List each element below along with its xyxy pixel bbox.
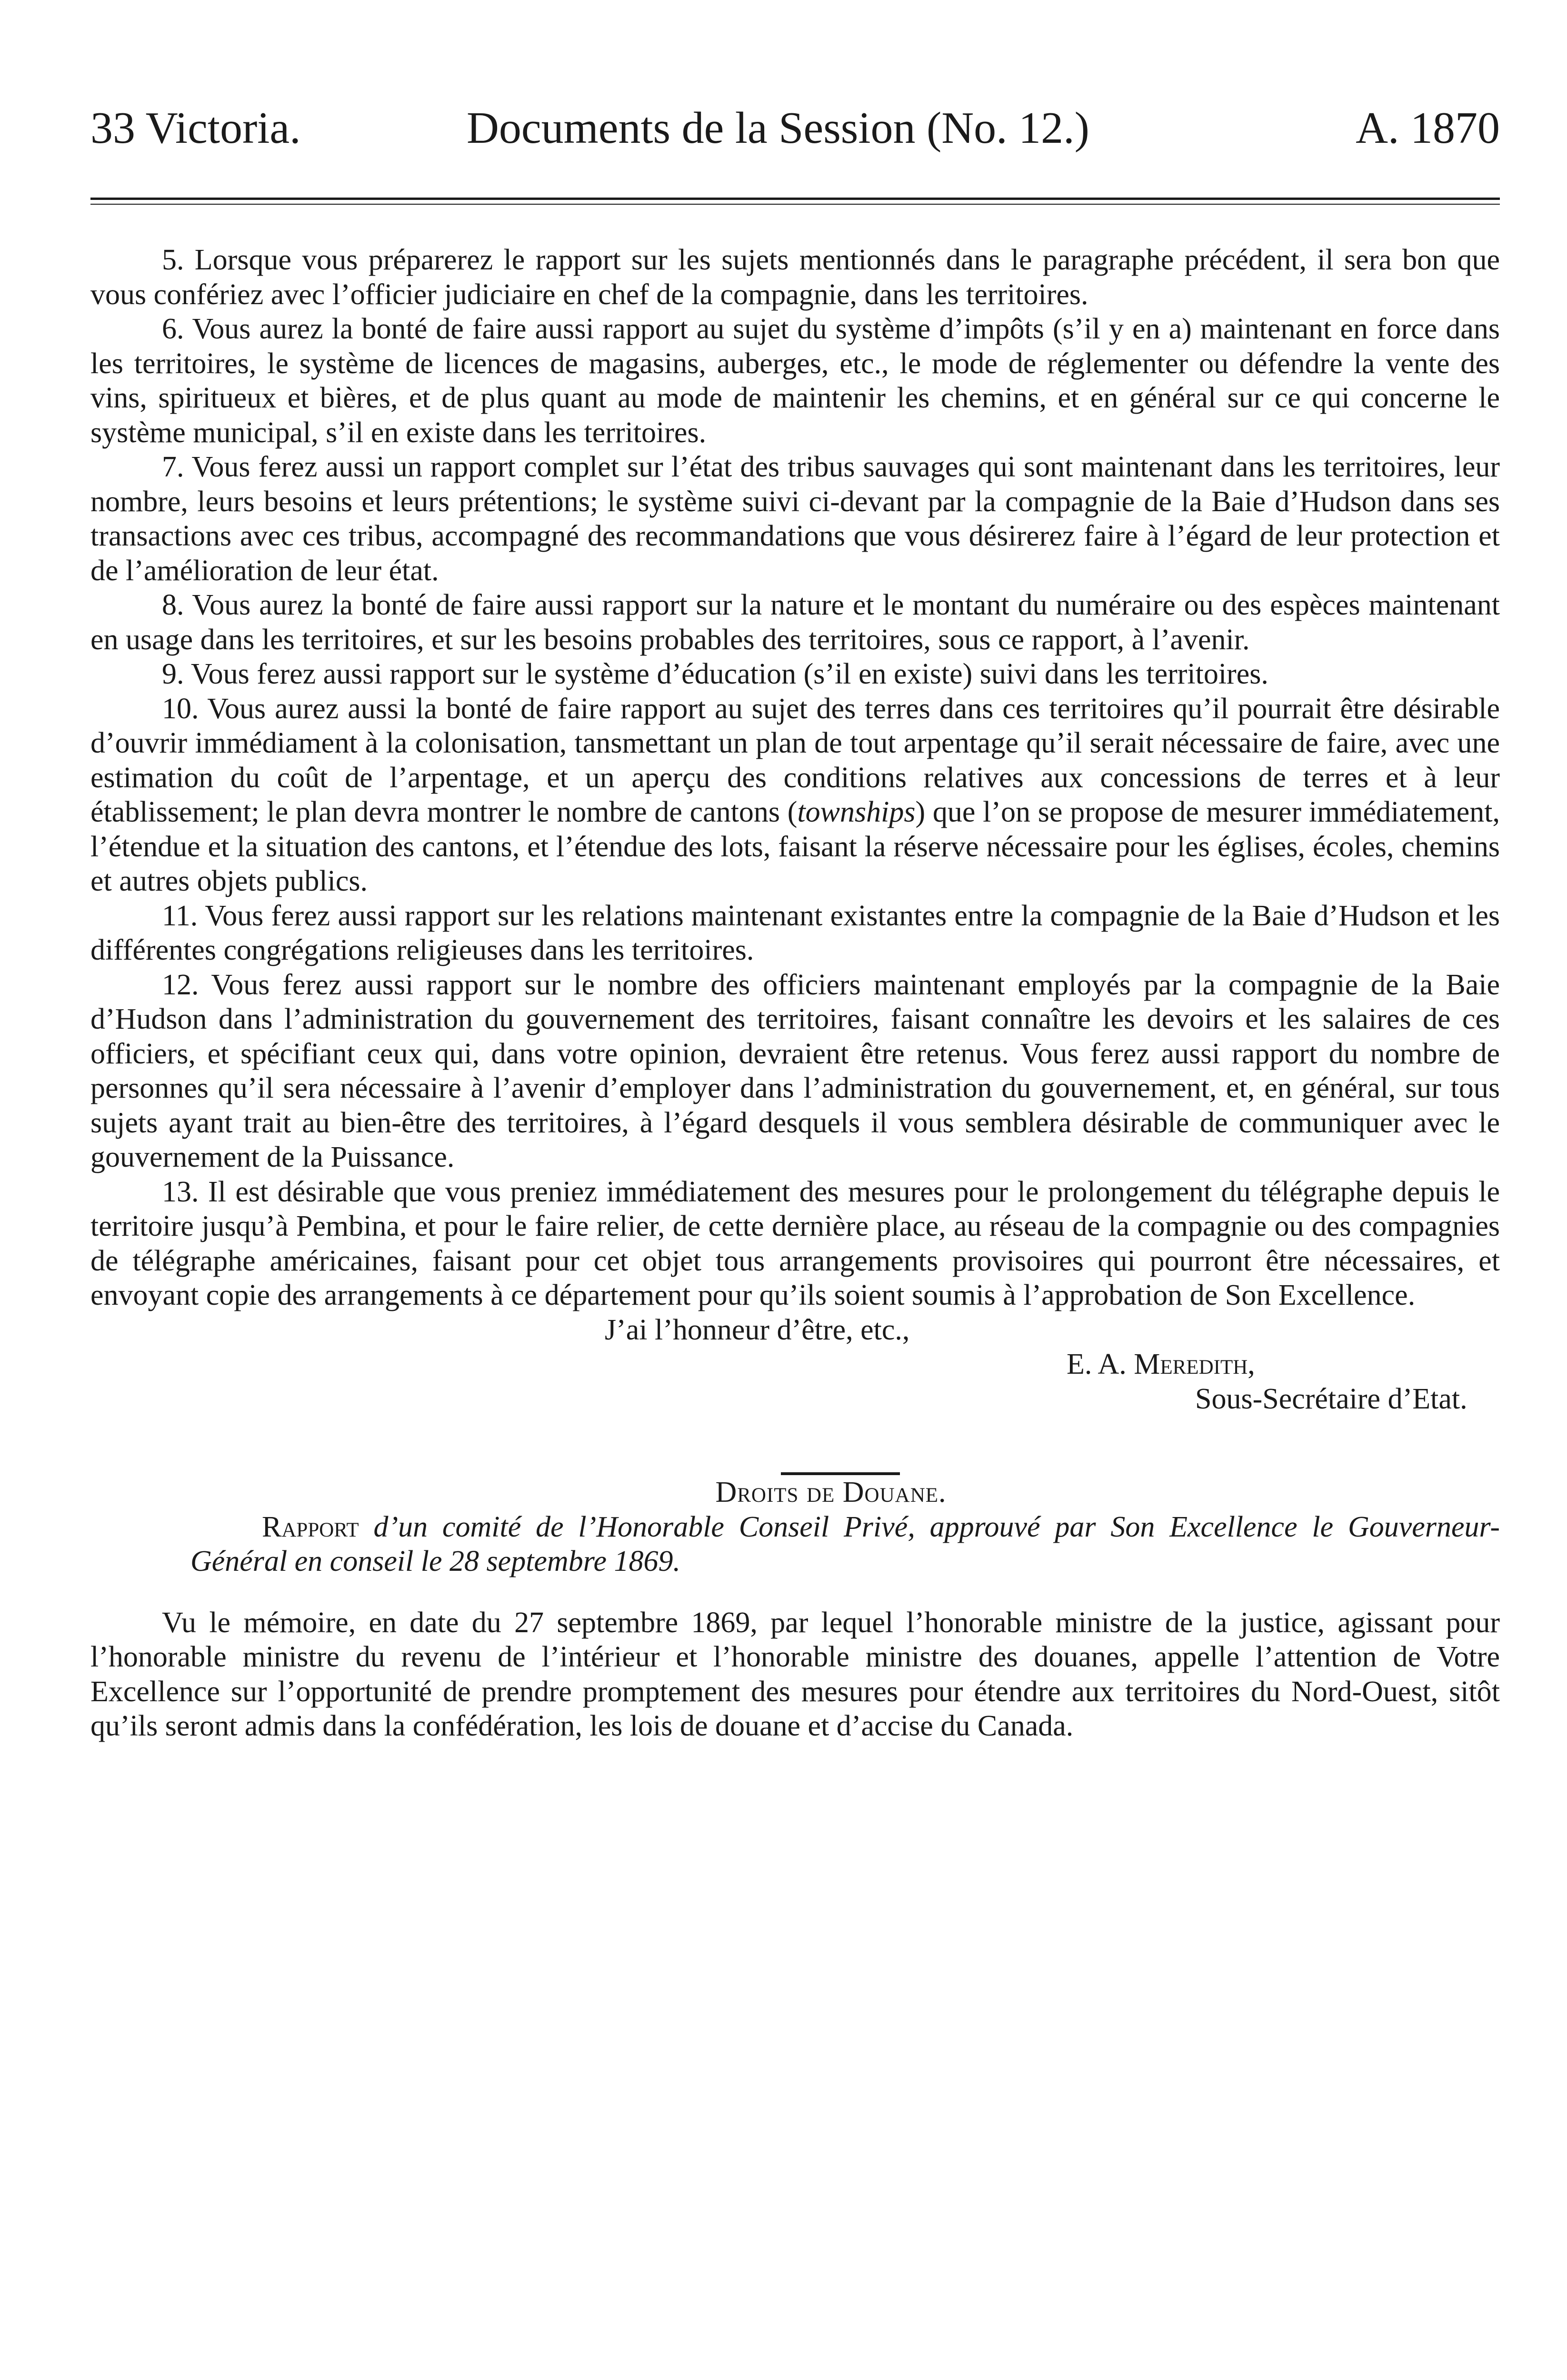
paragraph-10-townships: townships [797, 796, 916, 828]
rapport-description: d’un comité de l’Honorable Conseil Privé, approuvé par Son Excellence le Gouverneur-Général en conseil le 28 septembre 1869. [190, 1510, 1500, 1577]
paragraph-11: 11. Vous ferez aussi rapport sur les relations maintenant existantes entre la compagnie de la Baie d’Hudson et les différentes congrégations religieuses dans les territoires. [90, 899, 1500, 966]
paragraph-9: 9. Vous ferez aussi rapport sur le système d’éducation (s’il en existe) suivi dans les territoires. [162, 658, 1268, 690]
paragraph-10 [90, 692, 1500, 899]
paragraph-5: 5. Lorsque vous préparerez le rapport sur les sujets mentionnés dans le paragraphe précédent, il sera bon que vous confériez avec l’officier judiciaire en chef de la compagnie, dans les territoires. [90, 244, 1500, 311]
paragraph-12: 12. Vous ferez aussi rapport sur le nombre des officiers maintenant employés par la compagnie de la Baie d’Hudson dans l’administration du gouvernement des territoires, faisant connaître les devoirs et les salaires de ces officiers, et spécifiant ceux qui, dans votre opinion, devraient être retenus. Vous ferez aussi rapport du nombre de personnes qu’il sera nécessaire à l’avenir d’employer dans l’administration du gouvernement, et, en général, sur tous sujets ayant trait au bien-être des territoires, à l’égard desquels il vous semblera désirable de communiquer avec le gouvernement de la Puissance. [90, 968, 1500, 1173]
header-series-year: A. 1870 [1356, 103, 1500, 153]
signature-comma: , [1248, 1348, 1255, 1380]
paragraph-7: 7. Vous ferez aussi un rapport complet sur l’état des tribus sauvages qui sont maintenant dans les territoires, leur nombre, leurs besoins et leurs prétentions; le système suivi ci-devant par la compagnie de la Baie d’Hudson dans ses transactions avec ces tribus, accompagné des recommandations que vous désirerez faire à l’égard de leur protection et de l’amélioration de leur état. [90, 451, 1500, 587]
header-rule-thick [90, 198, 1500, 200]
paragraph-8: 8. Vous aurez la bonté de faire aussi rapport sur la nature et le montant du numéraire ou des espèces maintenant en usage dans les territoires, et sur les besoins probables des territoires, sous ce rapport, à l’avenir. [90, 589, 1500, 656]
closing-salutation: J’ai l’honneur d’être, etc., [605, 1313, 910, 1346]
header-session-year: 33 Victoria. [90, 103, 301, 153]
running-header [90, 102, 1500, 155]
paragraph-vu-le-memoire: Vu le mémoire, en date du 27 septembre 1869, par lequel l’honorable ministre de la justice, agissant pour l’honorable ministre du revenu de l’intérieur et l’honorable ministre des douanes, appelle l’attention de Votre Excellence sur l’opportunité de prendre promptement des mesures pour étendre aux territoires du Nord-Ouest, sitôt qu’ils seront admis dans la confédération, les lois de douane et d’accise du Canada. [90, 1606, 1500, 1742]
signature-surname: Meredith [1134, 1348, 1248, 1380]
header-documents-title: Documents de la Session (No. 12.) [467, 103, 1089, 153]
paragraph-10-text-b: ) que l’on se propose de mesurer immédiatement, l’étendue et la situation des cantons, et l’étendue des lots, faisant la réserve nécessaire pour les églises, écoles, chemins et autres objets publics. [90, 796, 1500, 897]
paragraph-10-text-a: 10. Vous aurez aussi la bonté de faire rapport au sujet des terres dans ces territoires qu’il pourrait être désirable d’ouvrir immédiament à la colonisation, tansmettant un plan de tout arpentage qu’il serait nécessaire de faire, avec une estimation du coût de l’arpentage, et un aperçu des conditions relatives aux concessions de terres et à leur établissement; le plan devra montrer le nombre de cantons ( [90, 692, 1500, 828]
rapport-lead-word: Rapport [262, 1510, 359, 1543]
section-title: Droits de Douane. [715, 1476, 947, 1508]
signature-name [90, 1347, 1500, 1382]
rapport-heading [90, 1510, 1500, 1579]
signature-initials: E. A. [1067, 1348, 1134, 1380]
signature-title: Sous-Secrétaire d’Etat. [1195, 1382, 1467, 1415]
main-text [90, 243, 1500, 1744]
paragraph-13: 13. Il est désirable que vous preniez immédiatement des mesures pour le prolongement du télégraphe depuis le territoire jusqu’à Pembina, et pour le faire relier, de cette dernière place, au réseau de la compagnie ou des compagnies de télégraphe américaines, faisant pour cet objet tous arrangements provisoires qui pourront être nécessaires, et envoyant copie des arrangements à ce département pour qu’ils soient soumis à l’approbation de Son Excellence. [90, 1175, 1500, 1311]
header-rule-thin [90, 204, 1500, 205]
paragraph-6: 6. Vous aurez la bonté de faire aussi rapport au sujet du système d’impôts (s’il y en a) maintenant en force dans les territoires, le système de licences de magasins, auberges, etc., le mode de réglementer ou défendre la vente des vins, spiritueux et bières, et de plus quant au mode de maintenir les chemins, et en général sur ce qui concerne le système municipal, s’il en existe dans les territoires. [90, 313, 1500, 449]
